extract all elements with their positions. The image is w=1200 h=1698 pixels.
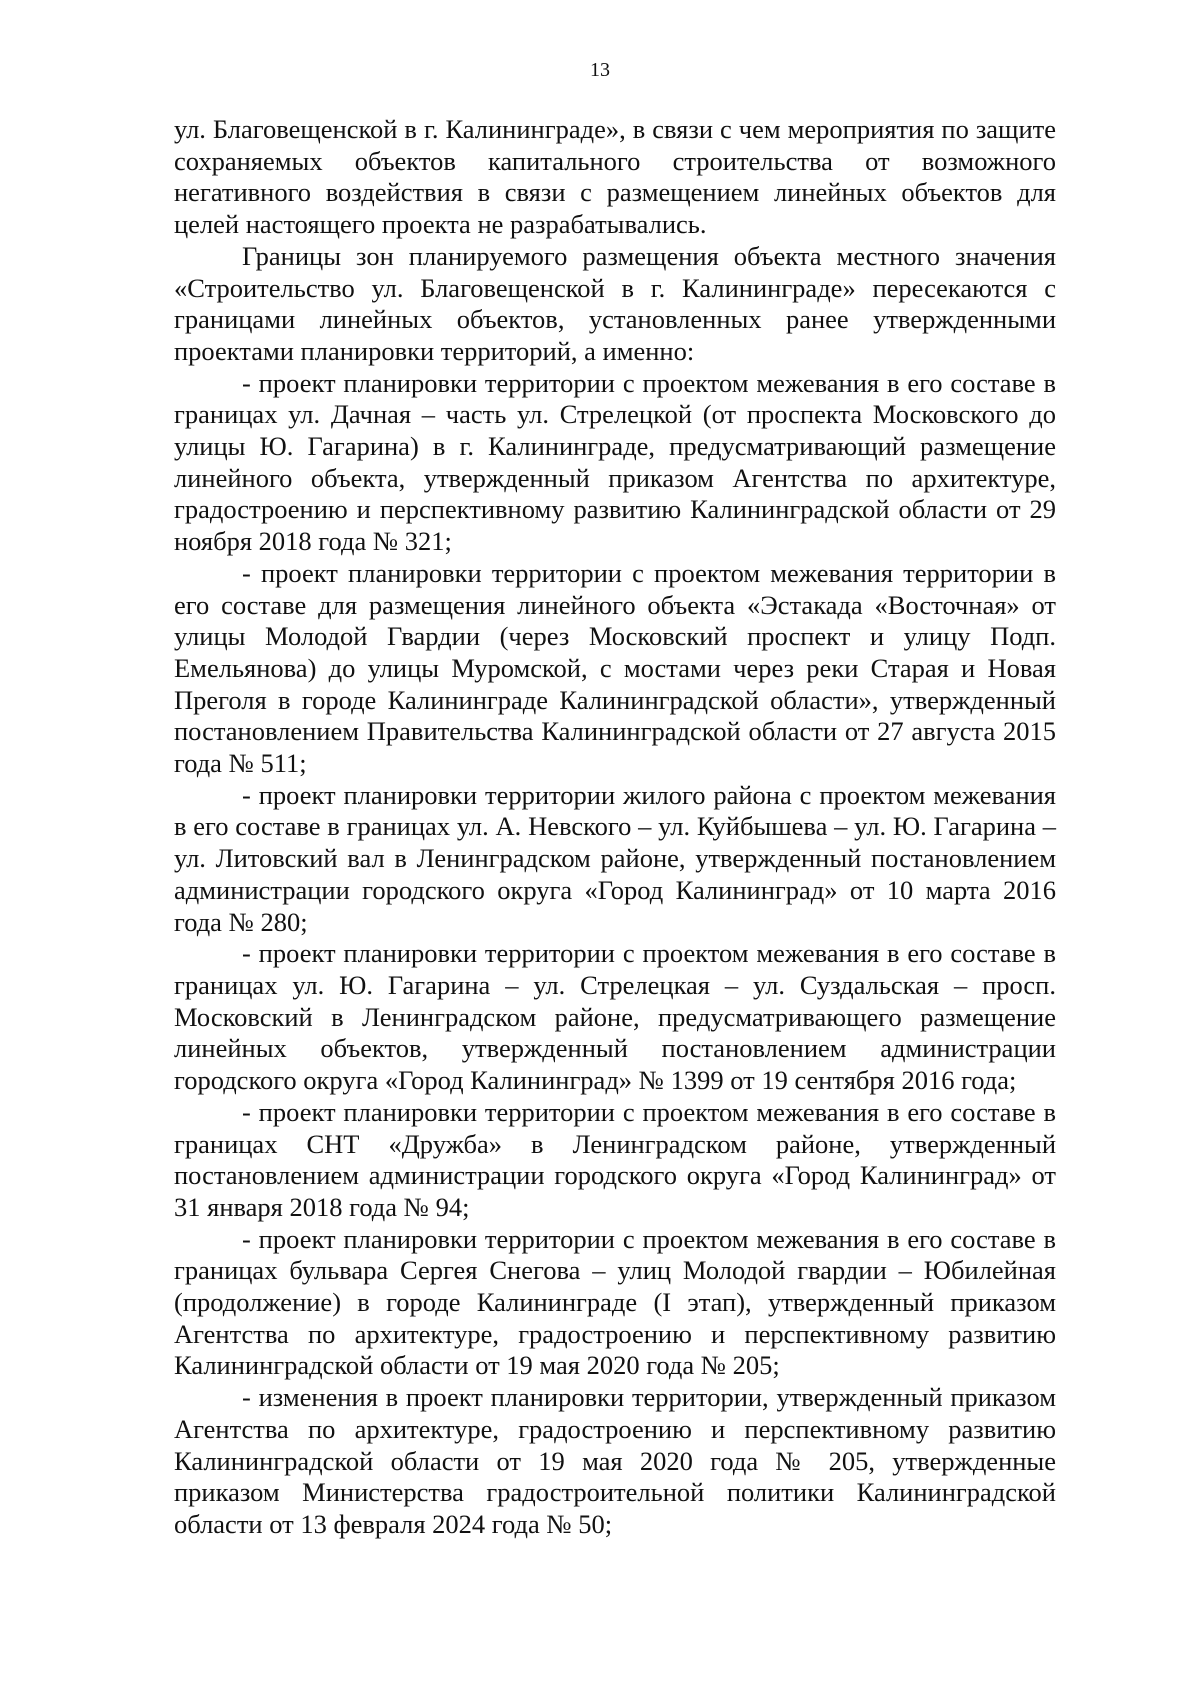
paragraph-continuation: ул. Благовещенской в г. Калининграде», в связи с чем мероприятия по защите сохраняемых объектов капитального строительства от возможного негативного воздействия в связи с размещением линейных объектов для целей настоящего проекта не разрабатывались. <box>174 114 1056 240</box>
list-item-project-estakada: - проект планировки территории с проектом межевания территории в его составе для размещения линейного объекта «Эстакада «Восточная» от улицы Молодой Гвардии (через Московский проспект и улицу Подп. Емельянова) до улицы Муромской, с мостами через реки Старая и Новая Преголя в городе Калининграде Калининградской области», утвержденный постановлением Правительства Калининградской области от 27 августа 2015 года № 511; <box>174 557 1056 779</box>
list-item-project-snegova: - проект планировки территории с проектом межевания в его составе в границах бульвара Сергея Снегова – улиц Молодой гвардии – Юбилейная (продолжение) в городе Калининграде (I этап), утвержденный приказом Агентства по архитектуре, градостроению и перспективному развитию Калининградской области от 19 мая 2020 года № 205; <box>174 1223 1056 1381</box>
list-item-project-gagarina: - проект планировки территории с проектом межевания в его составе в границах ул. Ю. Гагарина – ул. Стрелецкая – ул. Суздальская – просп. Московский в Ленинградском районе, предусматривающего размещение линейных объектов, утвержденный постановлением администрации городского округа «Город Калининград» № 1399 от 19 сентября 2016 года; <box>174 938 1056 1096</box>
document-body <box>174 114 1056 1541</box>
paragraph-boundaries-intro: Границы зон планируемого размещения объекта местного значения «Строительство ул. Благовещенской в г. Калининграде» пересекаются с границами линейных объектов, установленных ранее утвержденными проектами планировки территорий, а именно: <box>174 240 1056 366</box>
list-item-project-nevskogo: - проект планировки территории жилого района с проектом межевания в его составе в границах ул. А. Невского – ул. Куйбышева – ул. Ю. Гагарина – ул. Литовский вал в Ленинградском районе, утвержденный постановлением администрации городского округа «Город Калининград» от 10 марта 2016 года № 280; <box>174 779 1056 937</box>
list-item-project-dachnaya: - проект планировки территории с проектом межевания в его составе в границах ул. Дачная – часть ул. Стрелецкой (от проспекта Московского до улицы Ю. Гагарина) в г. Калининграде, предусматривающий размещение линейного объекта, утвержденный приказом Агентства по архитектуре, градостроению и перспективному развитию Калининградской области от 29 ноября 2018 года № 321; <box>174 367 1056 557</box>
list-item-project-changes: - изменения в проект планировки территории, утвержденный приказом Агентства по архитектуре, градостроению и перспективному развитию Калининградской области от 19 мая 2020 года № 205, утвержденные приказом Министерства градостроительной политики Калининградской области от 13 февраля 2024 года № 50; <box>174 1382 1056 1539</box>
page-number: 13 <box>590 59 610 81</box>
list-item-project-snt-druzhba: - проект планировки территории с проектом межевания в его составе в границах СНТ «Дружба» в Ленинградском районе, утвержденный постановлением администрации городского округа «Город Калининград» от 31 января 2018 года № 94; <box>174 1096 1056 1222</box>
